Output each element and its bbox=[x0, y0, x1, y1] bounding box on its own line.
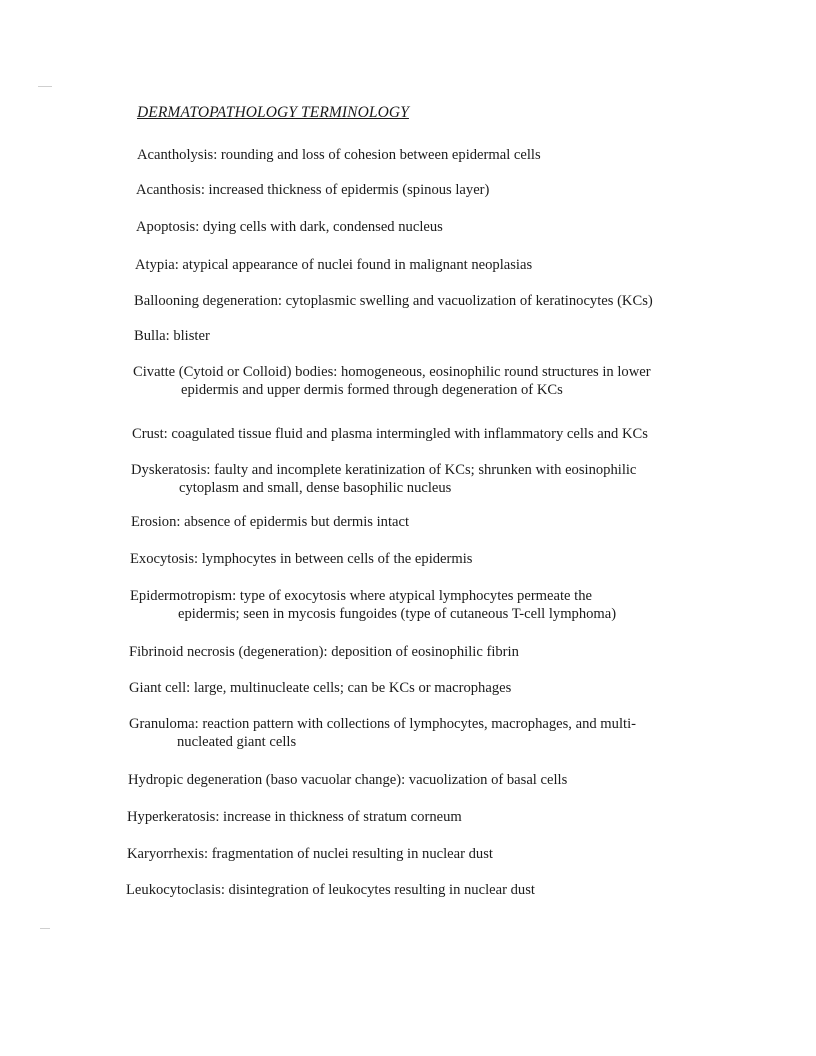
term-civatte-bodies bbox=[133, 363, 651, 399]
term-ballooning-degeneration bbox=[134, 292, 653, 310]
term-bulla bbox=[134, 327, 210, 345]
term-acantholysis bbox=[137, 146, 541, 164]
term-hyperkeratosis bbox=[127, 808, 462, 826]
term-granuloma bbox=[129, 715, 636, 751]
entry-line: Acanthosis: increased thickness of epidermis (spinous layer) bbox=[136, 182, 490, 198]
term-epidermotropism bbox=[130, 587, 616, 623]
entry-line: Granuloma: reaction pattern with collections of lymphocytes, macrophages, and multi- bbox=[129, 716, 636, 732]
term-acanthosis bbox=[136, 181, 489, 199]
term-apoptosis bbox=[136, 218, 443, 236]
term-crust bbox=[132, 425, 648, 443]
term-exocytosis bbox=[130, 550, 472, 568]
scan-speck bbox=[40, 928, 50, 929]
entry-line: Bulla: blister bbox=[134, 328, 210, 344]
entry-line: Hyperkeratosis: increase in thickness of stratum corneum bbox=[127, 809, 462, 825]
entry-continuation: epidermis and upper dermis formed through degeneration of KCs bbox=[181, 382, 563, 398]
entry-line: Karyorrhexis: fragmentation of nuclei resulting in nuclear dust bbox=[127, 846, 493, 862]
entry-continuation: cytoplasm and small, dense basophilic nucleus bbox=[179, 480, 452, 496]
entry-line: Civatte (Cytoid or Colloid) bodies: homogeneous, eosinophilic round structures in lower bbox=[133, 364, 651, 380]
term-atypia bbox=[135, 256, 532, 274]
entry-line: Crust: coagulated tissue fluid and plasma intermingled with inflammatory cells and KCs bbox=[132, 426, 648, 442]
entry-line: Atypia: atypical appearance of nuclei found in malignant neoplasias bbox=[135, 257, 533, 273]
page-title: DERMATOPATHOLOGY TERMINOLOGY bbox=[137, 104, 409, 121]
entry-line: Exocytosis: lymphocytes in between cells of the epidermis bbox=[130, 551, 473, 567]
entry-continuation: nucleated giant cells bbox=[177, 734, 297, 750]
term-fibrinoid-necrosis bbox=[129, 643, 519, 661]
entry-line: Apoptosis: dying cells with dark, condensed nucleus bbox=[136, 219, 443, 235]
entry-line: Leukocytoclasis: disintegration of leukocytes resulting in nuclear dust bbox=[126, 882, 535, 898]
entry-line: Ballooning degeneration: cytoplasmic swelling and vacuolization of keratinocytes (KCs) bbox=[134, 293, 653, 309]
entry-line: Fibrinoid necrosis (degeneration): deposition of eosinophilic fibrin bbox=[129, 644, 519, 660]
term-giant-cell bbox=[129, 679, 511, 697]
term-leukocytoclasis bbox=[126, 881, 535, 899]
scan-speck bbox=[38, 86, 52, 87]
entry-line: Giant cell: large, multinucleate cells; can be KCs or macrophages bbox=[129, 680, 512, 696]
entry-line: Acantholysis: rounding and loss of cohesion between epidermal cells bbox=[137, 147, 541, 163]
entry-line: Erosion: absence of epidermis but dermis intact bbox=[131, 514, 410, 530]
term-erosion bbox=[131, 513, 409, 531]
entry-line: Dyskeratosis: faulty and incomplete keratinization of KCs; shrunken with eosinophilic bbox=[131, 462, 637, 478]
entry-line: Epidermotropism: type of exocytosis where atypical lymphocytes permeate the bbox=[130, 588, 592, 604]
term-dyskeratosis bbox=[131, 461, 636, 497]
term-hydropic-degeneration bbox=[128, 771, 567, 789]
term-karyorrhexis bbox=[127, 845, 493, 863]
entry-continuation: epidermis; seen in mycosis fungoides (type of cutaneous T-cell lymphoma) bbox=[178, 606, 617, 622]
entry-line: Hydropic degeneration (baso vacuolar change): vacuolization of basal cells bbox=[128, 772, 568, 788]
